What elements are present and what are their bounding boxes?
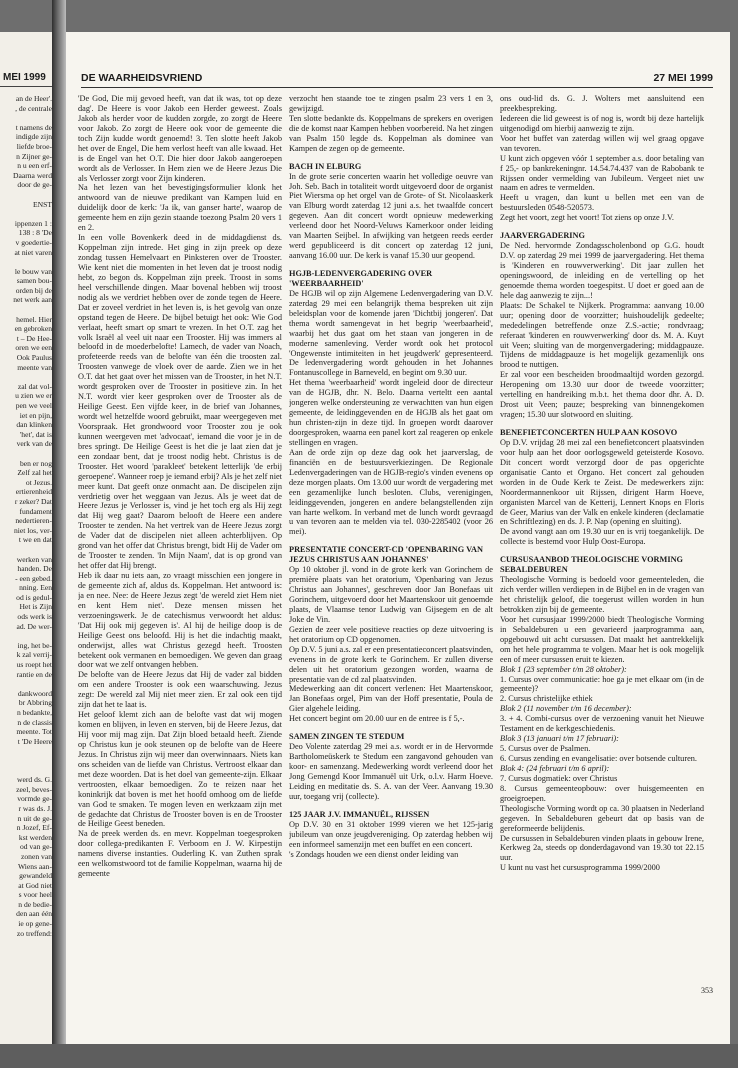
issue-date: 27 MEI 1999: [653, 72, 713, 84]
paragraph: Ten slotte bedankte ds. Koppelmans de sprekers en overigen die de komst naar Kampen hebben voorbereid. Na het zingen van Psalm 150 legde ds. Koppelman als dominee van Kampen de zegen op de gemeente.: [289, 113, 493, 153]
paragraph: Het concert begint om 20.00 uur en de entree is f 5,-.: [289, 714, 465, 724]
paragraph: Iedereen die lid geweest is of nog is, wordt bij deze hartelijk uitgenodigd om hierbij aanwezig te zijn.: [500, 113, 704, 133]
article-heading: PRESENTATIE CONCERT-CD 'OPENBARING VAN JEZUS CHRISTUS AAN JOHANNES': [289, 545, 484, 565]
spacer: [289, 154, 493, 162]
course-item: 6. Cursus zending en evangelisatie: over botsende culturen.: [500, 754, 697, 763]
previous-page-rule: [0, 86, 52, 87]
paragraph: 's Zondags houden we een dienst onder leiding van: [289, 849, 459, 859]
paragraph: U kunt zich opgeven vóór 1 september a.s. door betaling van f 25,- op bankrekeningnr. 14.54.74.437 van de Rabobank te Rijssen onder vermelding van Jubileum. Vergeet niet uw naam en adres te vermelden.: [500, 153, 704, 193]
spacer: [500, 547, 704, 555]
previous-page-strip: [0, 32, 52, 1044]
column-3: [500, 94, 704, 873]
paragraph: Voor het cursusjaar 1999/2000 biedt Theologische Vorming in Sebaldeburen u een gevarieerd jaarprogramma aan, opgebouwd uit acht cursussen. Dat maakt het aantrekkelijk om het hele programma te volgen. Maar het is ook mogelijk een of meer cursussen eruit te kiezen.: [500, 614, 704, 664]
spacer: [289, 261, 493, 269]
paragraph: Theologische Vorming wordt op ca. 30 plaatsen in Nederland gegeven. In Sebaldeburen gebeurt dat op basis van de gereformeerde belijdenis.: [500, 803, 704, 833]
article-heading: JAARVERGADERING: [500, 231, 585, 241]
paragraph: Heb ik daar nu iets aan, zo vraagt misschien een jongere in de gemeente zich af, aldus ds. Koppelman. Het antwoord is: ja en nee. Nee: de Heere Jezus zegt 'de wereld ziet Hem niet en kent Hem niet'. Deze mensen missen het verzoeningswerk. Je de catechismus verwoordt het aldus: 'Dat Hij ook mij gegeven is'. Al hij de heilige doop is de Heilige Geest ons beloofd. Hij is het die indachtig maakt, onderwijst, alles wat Christus gezegd heeft. Troosten betekent ook vermanen en bemoedigen. We geven dan graag door wat we zelf ontvangen hebben.: [78, 571, 282, 670]
paragraph: Zegt het voort, zegt het voort! Tot ziens op onze J.V.: [500, 213, 674, 223]
paragraph: Gezien de zeer vele positieve reacties op deze uitvoering is het oratorium op CD opgenomen.: [289, 624, 493, 644]
paragraph: De Ned. hervormde Zondagsscholenbond op G.G. houdt D.V. op zaterdag 29 mei 1999 de jaarvergadering. Het thema is 'Kinderen en rouwverwerking'. Dit jaar zullen het openingswoord, de inleiding en de vertelling op het genoemde thema worden toegespitst. U doet er goed aan de hele dag aanwezig te zijn...!: [500, 241, 704, 300]
course-item: 5. Cursus over de Psalmen.: [500, 744, 591, 754]
paragraph: Heeft u vragen, dan kunt u bellen met een van de bestuursleden 0548-520573.: [500, 193, 704, 213]
article-heading: BENEFIETCONCERTEN HULP AAN KOSOVO: [500, 428, 678, 437]
previous-page-date: MEI 1999: [3, 72, 46, 83]
course-block-heading: Blok 2 (11 november t/m 16 december):: [500, 704, 632, 714]
page-spine-shadow: [52, 0, 66, 1068]
course-block-heading: Blok 1 (23 september t/m 28 oktober):: [500, 664, 627, 674]
paragraph: Aan de orde zijn op deze dag ook het jaarverslag, de financiën en de bestuursverkiezingen. De Regionale Ledenvergaderingen van de HGJB-regio's vinden evenens op deze morgen plaats. Om 13.00 uur wordt de vergadering met een gezamenlijke lunch besloten. Clubs, verenigingen, leidinggevenden, jongeren en andere belangstellenden zijn van harte welkom. In verband met de lunch wordt gevraagd u van tevoren aan te melden via tel. 030-2285402 (voor 26 mei).: [289, 447, 493, 537]
paragraph: Er zal voor een bescheiden broodmaaltijd worden gezorgd. Heropening om 13.30 uur door de tweede voorzitter; vertelling en handreiking m.b.t. het thema door dhr. A. D. Drost uit Veen; pauze; bespreking van binnengekomen vragen; 15.30 uur slotwoord en sluiting.: [500, 370, 704, 420]
paragraph: Het geloof klemt zich aan de belofte vast dat wij mogen komen en blijven, in leven en sterven, bij de Heere Jezus, dat Hij voor mij mag zijn. Dat Zijn bloed betaald heeft. Ziende op Christus kun je ook steunen op de belofte van de Heere Jezus. In Christus zijn wij meer dan overwinnaars. Niets kan ons scheiden van de liefde van Christus. Vertroost elkaar dan met deze woorden. Dat is het doel van gemeente-zijn. Elkaar vertroosten, elkaar bemoedigen. Zo te reizen naar het koninkrijk dat boven is met het hoofd omhoog om de liefde van God te smaken. Te mogen leven en werkzaam zijn met de gedachte dat Christus de Trooster boven is en de Trooster de Heilige Geest beneden.: [78, 710, 282, 829]
article-heading: 125 JAAR J.V. IMMANUËL, RIJSSEN: [289, 809, 430, 819]
paragraph: In een volle Bovenkerk deed in de middagdienst ds. Koppelman zijn intrede. Het ging in zijn preek op deze zondag tussen Hemelvaart en Pinksteren over de Trooster. Wie kent niet die momenten in het leven dat je troost nodig hebt, zo begon ds. Koppelman zijn preek. Troost in soms heel verschillende dingen. Maar bovenal hebben wij troost nodig als we verdriet hebben over de zonde tegen de Heere. Dat er zoveel verdriet in het leven is, is het gevolg van onze opstand tegen de Heere. De bijbel betuigt het ook: Wie God verlaat, heeft smart op smart te vrezen. In het O.T. zag het volk Israël al veel uit naar een Trooster. Hij was immers al beloofd in de moederbelofte! Lamech, de vader van Noach, profeteerde reeds van de belofte van één die troosten zal. Troosten vanwege de vloek over de aarde. Zien we in het O.T. dat het gaat over het missen van de Trooster, in het N.T. wordt gesproken over de Trooster in positieve zin. In het N.T. wordt vier keer gesproken over de Trooster als de Heilige Geest. Een vijfde keer, in de brief van Johannes, wordt wel hetzelfde woord gebruikt, maar weergegeven met Voorspraak. Het grondwoord voor Trooster zou je ook kunnen weergeven met 'advocaat', iemand die voor je in de bres springt. De Heilige Geest is het die je laat zien dat je een zondaar bent, dat je troost nodig hebt. Christus is de Trooster. Het woord 'parakleet' betekent letterlijk 'de erbij geroepene'. Wanneer roep je iemand erbij? Als je het zelf niet meer kunt. Dat geeft onze onmacht aan. De discipelen zijn verdrietig over het weggaan van Jezus. Als je weet dat de Heere Jezus je Verlosser is, vind je het toch erg als Hij zegt dat Hij weg gaat? Daarom belooft de Heere een andere Trooster te zenden. Na het vertrek van de Heere Jezus zorgt de Vader dat de discipelen niet alleen achterblijven. Op grond van het offer dat Christus brengt, bidt Hij de Vader om de Trooster te zenden. 'In Mijn Naam', dat is op grond van het offer dat Hij brengt.: [78, 233, 282, 571]
course-item: 8. Cursus gemeenteopbouw: over huisgemeenten en groeigroepen.: [500, 783, 704, 803]
article-heading: SAMEN ZINGEN TE STEDUM: [289, 732, 405, 742]
paragraph: De belofte van de Heere Jezus dat Hij de vader zal bidden om een andere Trooster is ook een waarschuwing. Jezus zegt: De wereld zal Mij niet meer zien. Er zal ook een tijd zijn dat het te laat is.: [78, 670, 282, 710]
spacer: [289, 802, 493, 810]
course-block-heading: Blok 4: (24 februari t/m 6 april):: [500, 763, 610, 773]
publication-title: DE WAARHEIDSVRIEND: [81, 72, 203, 84]
paragraph: Theologische Vorming is bedoeld voor gemeenteleden, die zich verder willen verdiepen in de Bijbel en in de vragen van het christelijk geloof, die toegerust willen worden in hun betrokken zijn bij de gemeente.: [500, 575, 704, 614]
spacer: [289, 537, 493, 545]
header-rule: [81, 87, 713, 88]
course-item: 1. Cursus over communicatie: hoe ga je met elkaar om (in de gemeente)?: [500, 674, 704, 694]
paragraph: Op D.V. 30 en 31 oktober 1999 vieren we het 125-jarig jubileum van onze jeugdvereniging. Op zaterdag hebben wij een informeel samenzijn met een buffet en een concert.: [289, 819, 493, 849]
paragraph: Op D.V. vrijdag 28 mei zal een benefietconcert plaatsvinden voor hulp aan het door oorlogsgeweld geteisterde Kosovo. Dit concert wordt verzorgd door de pas opgerichte organisatie Canto et Organo. Het concert zal gehouden worden in de Oude Kerk te Zeist. De medewerkers zijn: Noordermannenkoor uit Rijssen, dirigent Harm Hoeve, organisten Marcel van de Ketterij, Lennert Knops en Floris de Geer, Marius van der Valk en enkele kinderen (declamatie en Schriftlezing) en ds. J. P. Nap (opening en sluiting).: [500, 437, 704, 527]
paragraph: verzocht hen staande toe te zingen psalm 23 vers 1 en 3, gewijzigd.: [289, 94, 493, 113]
article-heading: BACH IN ELBURG: [289, 161, 362, 171]
course-item: 2. Cursus christelijke ethiek: [500, 694, 593, 704]
paragraph: U kunt nu vast het cursusprogramma 1999/2000: [500, 863, 660, 873]
paragraph: Het thema 'weerbaarheid' wordt ingeleid door de directeur van de HGJB, dhr. N. Belo. Daarna verteltt een aantal jongeren welke ondersteuning ze verwachtten van hun eigen gemeente, de leidinggevenden en de HGJB als het gaat om hun christen-zijn in deze tijd. In groepen wordt daarover doorgesproken, waarna een panel kort zal reageren op enkele stellingen en vragen.: [289, 378, 493, 447]
article-heading: CURSUSAANBOD THEOLOGISCHE VORMING SEBALDEBUREN: [500, 555, 684, 575]
page-header: [81, 72, 713, 88]
paragraph: 'De God, Die mij gevoed heeft, van dat ik was, tot op deze dag'. De Heere is voor Jakob een Herder geweest. Zoals Jakob als herder voor de kudden zorgde, zo zorgt de Heere voor Jakob. Zo zorgt de Heere ook voor de gemeente die toch Zijn kudde wordt genoemd! 3. Ten slotte heeft Jakob het over de Engel, Die hem verlost heeft van alle kwaad. Het is de Engel van het O.T. Die hier door Jakob aangeroepen wordt als de Verlosser. In Hem zien we de Heere Jezus Die als Verlosser zorgt voor Zijn kinderen.: [78, 94, 282, 183]
course-block-heading: Blok 3 (13 januari t/m 17 februari):: [500, 734, 619, 744]
paragraph: De HGJB wil op zijn Algemene Ledenvergadering van D.V. zaterdag 29 mei een belangrijk thema bespreken uit zijn beleidsplan voor de komende jaren 'Dichtbij jongeren'. Dat thema wordt samengevat in het begrip 'weerbaarheid', waarbij het dus gaat om het staan van jongeren in de moderne samenleving. Verder wordt ook het protocol 'Ongewenste intimiteiten in het jeugdwerk' gepresenteerd. De ledenvergadering wordt gehouden in het Johannes Fontanuscollege in Barneveld, en begint om 9.30 uur.: [289, 288, 493, 378]
paragraph: Voor het buffet van zaterdag willen wij wel graag opgave van tevoren.: [500, 133, 704, 153]
paragraph: De avond vangt aan om 19.30 uur en is vrij toegankelijk. De collecte is bestemd voor Hulp Oost-Europa.: [500, 527, 704, 547]
article-heading: HGJB-LEDENVERGADERING OVER 'WEERBAARHEID': [289, 269, 433, 288]
course-item: 7. Cursus dogmatiek: over Christus: [500, 773, 618, 783]
paragraph: De cursussen in Sebaldeburen vinden plaats in gebouw Irene, Kerkweg 2a, steeds op donderdagavond van 19.30 tot 22.15 uur.: [500, 833, 704, 863]
paragraph: Na het lezen van het bevestigingsformulier klonk het antwoord van de nieuwe predikant van Kampen luid en duidelijk door de kerk: 'Ja ik, van ganser harte', waarop de gemeente hem en zijn gezin staande toezong Psalm 20 vers 1 en 2.: [78, 183, 282, 233]
paragraph: ons oud-lid ds. G. J. Wolters met aansluitend een preekbespreking.: [500, 94, 704, 113]
paragraph: Op 10 oktober jl. vond in de grote kerk van Gorinchem de première plaats van het oratorium, 'Openbaring van Jezus Christus aan Johannes', geschreven door Jan Bonefaas uit Gorinchem, uitgevoerd door het Maartenskoor uit genoemde plaats, de Vlaamse tenor Ludwig van Gijsegem en de alt Joke de Vin.: [289, 565, 493, 624]
paragraph: Op D.V. 5 juni a.s. zal er een presentatieconcert plaatsvinden, evenens in de grote kerk te Gorinchem. Er zullen diverse delen uit het oratorium gezongen worden, waarna de presentatie van de cd zal plaatsvinden.: [289, 644, 493, 684]
course-item: 3. + 4. Combi-cursus over de verzoening vanuit het Nieuwe Testament en de kerkgeschiedenis.: [500, 714, 704, 734]
paragraph: Deo Volente zaterdag 29 mei a.s. wordt er in de Hervormde Bartholomeüskerk te Stedum een zangavond gehouden van koor- en samenzang. Medewerking wordt verleend door het Jong Gemengd Koor Immanuël uit Urk, o.l.v. Harm Hoeve. Leiding en meditatie ds. S. A. van der Veer. Aanvang 19.30 uur, toegang vrij (collecte).: [289, 742, 493, 801]
scan-bottom-edge: [0, 1044, 738, 1068]
page-number: 353: [701, 986, 713, 995]
paragraph: Plaats: De Schakel te Nijkerk. Programma: aanvang 10.00 uur; opening door de voorzitter; huishoudelijk gedeelte; mededelingen betreffende onze Z.S.-actie; rondvraag; referaat 'kinderen en rouwverwerking' door ds. M. A. Kuyt uit Veen; sluiting van de morgenvergadering; middagpauze. Tijdens de middagpauze is het mogelijk gezamenlijk ons brood te nuttigen.: [500, 300, 704, 370]
paragraph: In de grote serie concerten waarin het volledige oeuvre van Joh. Seb. Bach in totaliteit wordt uitgevoerd door de organist Piet Wiersma op het orgel van de Grote- of St. Nicolaaskerk van Elburg wordt zaterdag 12 juni a.s. het twaalfde concert gegeven. Aan dit concert wordt opnieuw medewerking verleend door het Noord-Veluws Kamerkoor onder leiding van Maarten Seijbel. In afwijking van hetgeen reeds eerder werd gepubliceerd is dit concert op zaterdag 12 juni, aanvang 16.00 uur. De kerk is vanaf 15.30 uur geopend.: [289, 171, 493, 261]
newspaper-page: [66, 32, 730, 1044]
spacer: [289, 724, 493, 732]
paragraph: Na de preek werden ds. en mevr. Koppelman toegesproken door collega-predikanten F. Verboom en J. W. Kirpestijn namens diverse instanties. Ouderling K. van Zuthen sprak een welkomstwoord tot de familie Koppelman, waarna hij de gemeente: [78, 829, 282, 879]
previous-page-text: an de Heer'. , de centrale t namens de indigde zijn liefde broe- n Zijner ge- n u een erf- Daarna werd door de ge- ENST ippenzen 1 : 138 : 8 'De v goedertie- at niet varen le bouw van samen bou- orden bij de net werk aan hemel. Hier en gebroken t – De Hee- oren we een Ook Paulus meente van zal dat vol- u zien we er pen we veel iet en pijn, dan klinken 'het', dat is verk van de ben er nog Zelf zal het ot Jezus. ertierenheid r zeker? Dat fundament nedertieren- niet los, ver- t we en dat werken van handen. De - een gebed. nning. Een od is gedul- Het is Zijn ods werk is ad. De wer- ing, het be- k zal verrij- us roept het rantie en de dankwoord br Abbring n bedankte, n de classis meente. Tot t 'De Heere werd ds. G. zeel, beves- vormde ge- r was ds. J. n uit de ge- n Jozef, Ef- kst werden od van ge- zonen van Wiens aan- gewandeld at God niet s voor heel n de bedie- den aan één ie op gene- zo treffend:: [13, 94, 52, 938]
spacer: [500, 223, 704, 231]
column-2: [289, 94, 493, 859]
column-1: [78, 94, 282, 879]
paragraph: Medewerking aan dit concert verlenen: Het Maartenskoor, Jan Bonefaas orgel, Pim van der Hoff presentatie, Poula de Gier algehele leiding.: [289, 684, 493, 714]
spacer: [500, 420, 704, 428]
